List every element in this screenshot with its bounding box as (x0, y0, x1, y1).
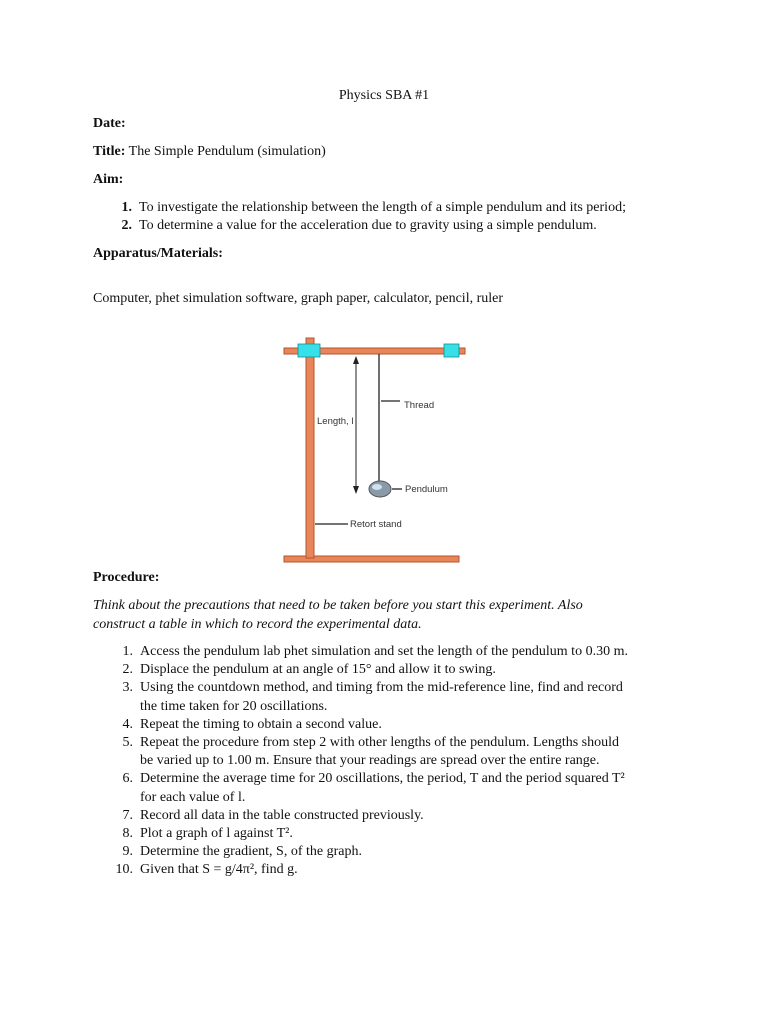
step-number: 1. (122, 644, 133, 659)
step-text: Plot a graph of l against T². (140, 826, 293, 842)
clamp-right (444, 344, 459, 357)
step-text: Displace the pendulum at an angle of 15° and allow it to swing. (140, 662, 496, 678)
pendulum-label: Pendulum (405, 484, 448, 495)
thread-label: Thread (404, 400, 435, 411)
step-number: 5. (122, 735, 133, 751)
aim-number: 1. (121, 200, 132, 215)
aim-number: 2. (121, 218, 132, 233)
step-text: Repeat the procedure from step 2 with other lengths of the pendulum. Lengths should (140, 735, 620, 751)
stand-rod (306, 338, 314, 558)
step-text: Determine the average time for 20 oscillations, the period, T and the period squared T² (140, 771, 625, 787)
step-number: 10. (115, 862, 133, 878)
step-text: Given that S = g/4π², find g. (140, 862, 298, 878)
procedure-step (122, 643, 628, 661)
step-text: Access the pendulum lab phet simulation and set the length of the pendulum to 0.30 m. (140, 644, 628, 659)
clamp-left (298, 344, 320, 357)
procedure-intro-line: Think about the precautions that need to be taken before you start this experiment. Also (93, 598, 583, 613)
step-number: 6. (122, 771, 133, 787)
procedure-step (115, 861, 628, 879)
step-text: Repeat the timing to obtain a second value. (140, 716, 382, 732)
step-number: 7. (122, 807, 133, 823)
step-text: Using the countdown method, and timing from the mid-reference line, find and record (140, 680, 623, 696)
procedure-step (122, 770, 628, 806)
step-number: 2. (122, 662, 133, 678)
title-label: Title: (93, 144, 126, 159)
procedure-step (122, 807, 628, 825)
aim-label: Aim: (93, 172, 124, 187)
length-label: Length, l (317, 416, 354, 427)
step-number: 8. (122, 826, 133, 842)
step-number: 4. (122, 716, 133, 732)
bob-highlight (372, 484, 382, 490)
apparatus-label: Apparatus/Materials: (93, 246, 223, 261)
procedure-intro (93, 597, 583, 634)
aim-text: To determine a value for the acceleration due to gravity using a simple pendulum. (139, 218, 597, 233)
procedure-steps (115, 643, 628, 880)
step-number: 3. (122, 680, 133, 696)
procedure-step (122, 716, 628, 734)
step-number: 9. (122, 844, 133, 860)
procedure-step (122, 661, 628, 679)
aim-text: To investigate the relationship between the length of a simple pendulum and its period; (139, 200, 626, 215)
procedure-intro-line: construct a table in which to record the experimental data. (93, 616, 422, 632)
step-text: the time taken for 20 oscillations. (140, 698, 328, 714)
step-text: Determine the gradient, S, of the graph. (140, 844, 362, 860)
title-value: The Simple Pendulum (simulation) (128, 144, 326, 159)
retort-stand-label: Retort stand (350, 519, 402, 530)
procedure-step (122, 734, 628, 770)
step-text: Record all data in the table constructed previously. (140, 807, 424, 823)
procedure-step (122, 825, 628, 843)
procedure-step (122, 843, 628, 861)
step-text: for each value of l. (140, 789, 246, 805)
step-text: be varied up to 1.00 m. Ensure that your readings are spread over the entire range. (140, 753, 600, 769)
document-title: Physics SBA #1 (338, 88, 430, 103)
arrow-head-down (353, 486, 359, 494)
arrow-head-up (353, 356, 359, 364)
procedure-label: Procedure: (93, 570, 160, 585)
date-label: Date: (93, 116, 126, 131)
apparatus-text: Computer, phet simulation software, graph paper, calculator, pencil, ruler (93, 291, 504, 306)
procedure-step (122, 679, 628, 715)
